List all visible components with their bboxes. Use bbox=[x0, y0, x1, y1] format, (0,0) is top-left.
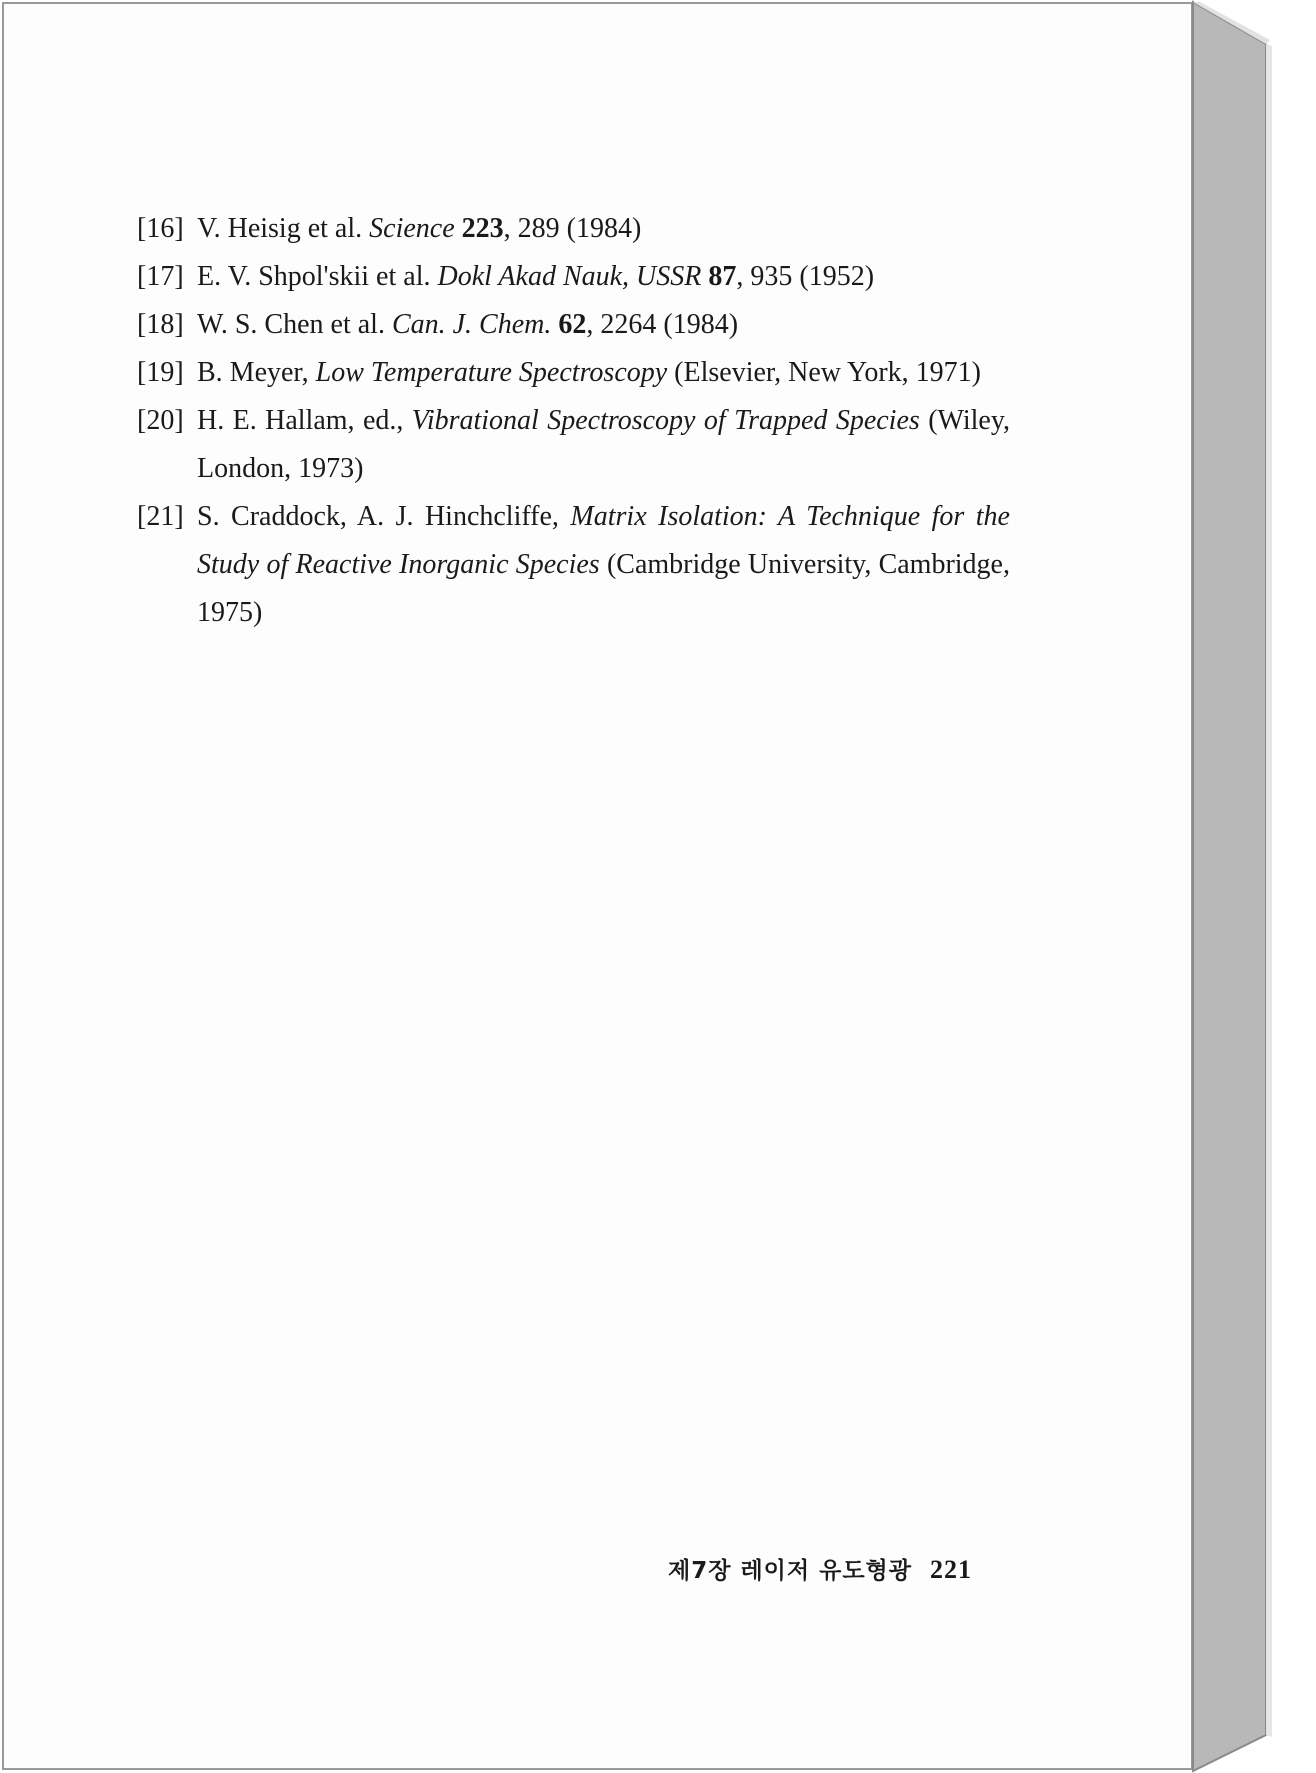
reference-item bbox=[137, 253, 1010, 301]
reference-number: [16] bbox=[137, 213, 184, 244]
reference-authors: E. V. Shpol'skii et al. bbox=[197, 261, 438, 292]
reference-title: Vibrational Spectroscopy of Trapped Species bbox=[411, 405, 920, 436]
reference-details: (Cambridge University, Cambridge, 1975) bbox=[197, 549, 1010, 628]
reference-details: , 2264 (1984) bbox=[586, 309, 739, 340]
reference-title: Can. J. Chem. bbox=[391, 309, 552, 340]
reference-title: Matrix Isolation: A Technique for the Study of Reactive Inorganic Species bbox=[197, 501, 1010, 580]
reference-item bbox=[137, 493, 1010, 637]
page-footer bbox=[668, 1552, 972, 1585]
reference-item bbox=[137, 205, 1010, 253]
reference-number: [20] bbox=[137, 405, 184, 436]
reference-number: [21] bbox=[137, 501, 184, 532]
reference-volume: 62 bbox=[558, 309, 587, 340]
reference-item bbox=[137, 301, 1010, 349]
reference-authors: W. S. Chen et al. bbox=[197, 309, 392, 340]
reference-details: , 289 (1984) bbox=[503, 213, 642, 244]
reference-item bbox=[137, 349, 1010, 397]
reference-volume: 223 bbox=[461, 213, 504, 244]
reference-title: Low Temperature Spectroscopy bbox=[315, 357, 668, 388]
reference-authors: H. E. Hallam, ed., bbox=[197, 405, 412, 436]
reference-details: (Elsevier, New York, 1971) bbox=[667, 357, 982, 388]
reference-details: (Wiley, London, 1973) bbox=[197, 405, 1011, 484]
reference-list bbox=[137, 205, 1010, 637]
reference-authors: B. Meyer, bbox=[197, 357, 316, 388]
reference-volume: 87 bbox=[708, 261, 737, 292]
chapter-title: 제7장 레이저 유도형광 bbox=[668, 1558, 912, 1584]
reference-title: Dokl Akad Nauk, USSR bbox=[437, 261, 702, 292]
reference-number: [17] bbox=[137, 261, 184, 292]
page-number: 221 bbox=[929, 1555, 972, 1584]
reference-authors: S. Craddock, A. J. Hinchcliffe, bbox=[197, 501, 571, 532]
reference-authors: V. Heisig et al. bbox=[197, 213, 370, 244]
reference-item bbox=[137, 397, 1010, 493]
reference-number: [18] bbox=[137, 309, 184, 340]
reference-title: Science bbox=[369, 213, 455, 244]
reference-number: [19] bbox=[137, 357, 184, 388]
reference-details: , 935 (1952) bbox=[736, 261, 875, 292]
